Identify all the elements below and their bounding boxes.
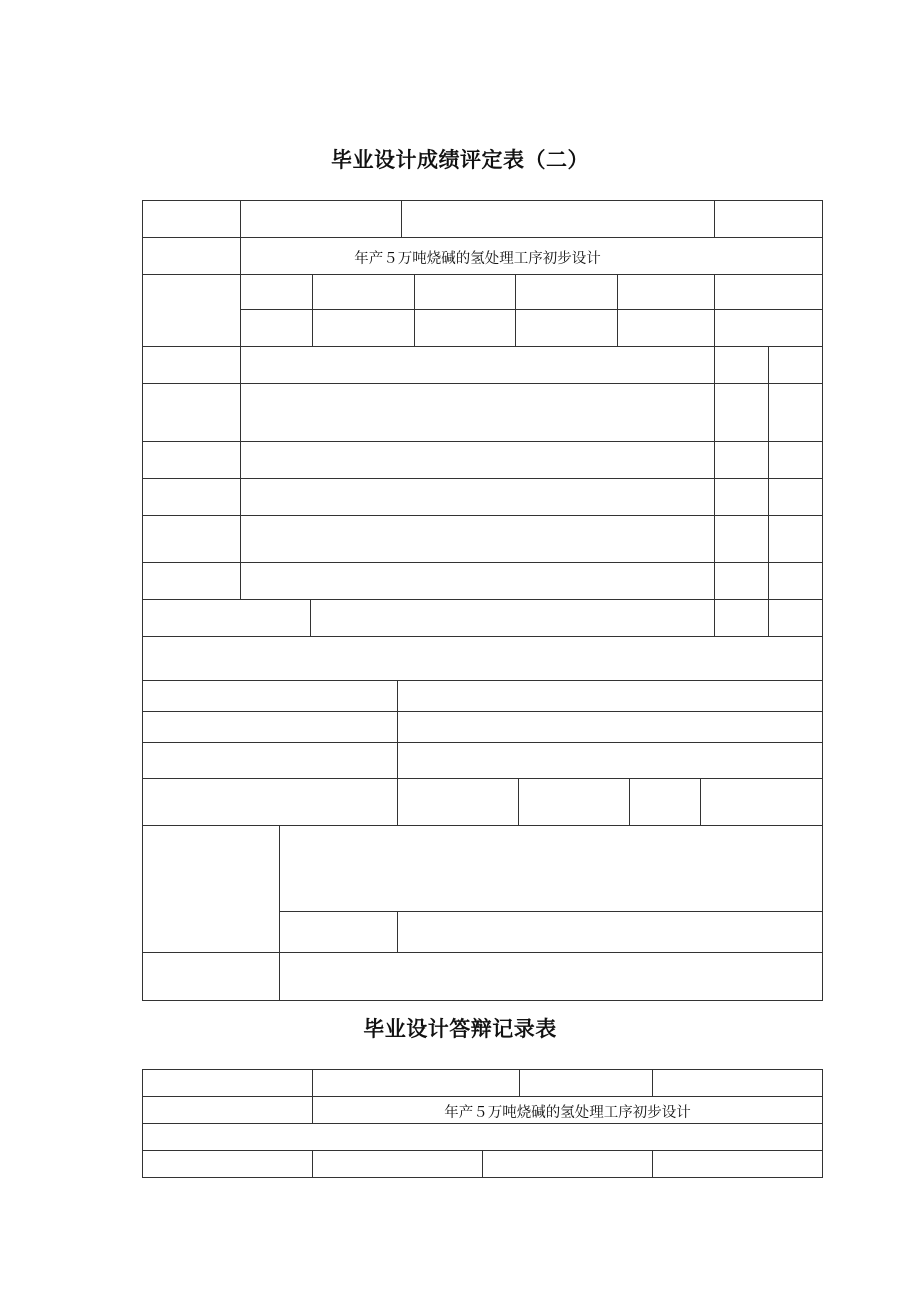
defense-project-title-cell: 年产５万吨烧碱的氢处理工序初步设计 [444,1105,691,1121]
project-title-cell: 年产５万吨烧碱的氢处理工序初步设计 [354,251,601,267]
evaluation-form-title: 毕业设计成绩评定表（二） [331,148,589,172]
defense-record-title: 毕业设计答辩记录表 [363,1017,557,1041]
evaluation-table [142,200,823,1001]
